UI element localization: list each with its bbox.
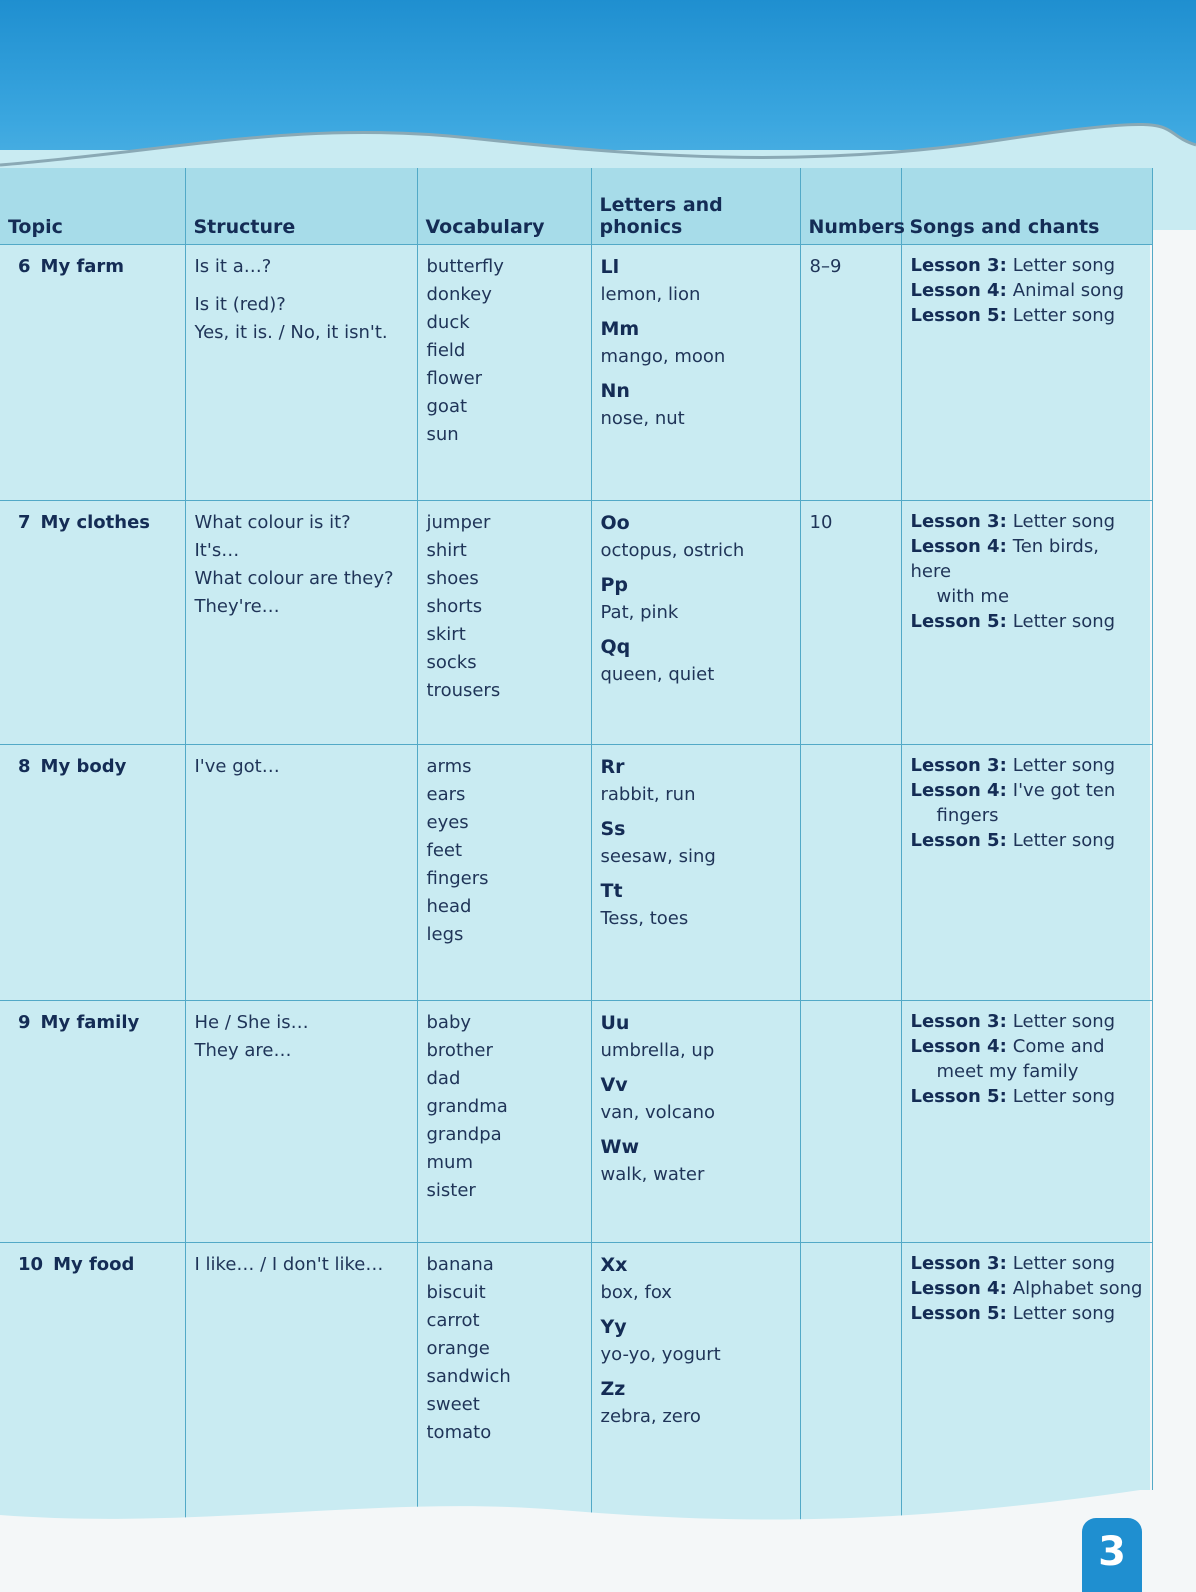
vocabulary-word: jumper bbox=[426, 512, 491, 533]
vocabulary-word: arms bbox=[426, 756, 472, 777]
song-entry bbox=[911, 1084, 1143, 1109]
vocabulary-word: baby bbox=[426, 1012, 472, 1033]
song-title-continued: fingers bbox=[936, 805, 999, 826]
song-title-continued: meet my family bbox=[936, 1061, 1079, 1082]
song-lesson: Lesson 3: bbox=[910, 255, 1007, 276]
structure-line: What colour are they? bbox=[194, 568, 394, 589]
song-lesson: Lesson 5: bbox=[910, 1303, 1007, 1324]
vocabulary-word: donkey bbox=[426, 284, 492, 305]
song-entry bbox=[911, 1034, 1143, 1084]
topic-cell bbox=[0, 745, 185, 1001]
topic-number: 10 bbox=[18, 1254, 44, 1275]
song-lesson: Lesson 5: bbox=[910, 1086, 1007, 1107]
phonics-letter: Rr bbox=[600, 756, 625, 778]
numbers-cell bbox=[800, 745, 901, 1001]
song-entry bbox=[911, 828, 1143, 853]
topic-number: 7 bbox=[18, 512, 31, 533]
song-title: Animal song bbox=[1012, 280, 1125, 301]
song-entry bbox=[911, 253, 1143, 278]
numbers-cell bbox=[800, 501, 901, 745]
vocabulary-word: ears bbox=[426, 784, 466, 805]
structure-line: He / She is… bbox=[194, 1012, 309, 1033]
phonics-words: zebra, zero bbox=[600, 1406, 701, 1427]
phonics-words: seesaw, sing bbox=[600, 846, 716, 867]
vocabulary-word: skirt bbox=[426, 624, 466, 645]
phonics-words: queen, quiet bbox=[600, 664, 715, 685]
phonics-letter: Tt bbox=[600, 880, 623, 902]
letters-cell bbox=[591, 745, 800, 1001]
phonics-words: Tess, toes bbox=[600, 908, 689, 929]
topic-cell bbox=[0, 501, 185, 745]
vocabulary-word: orange bbox=[426, 1338, 490, 1359]
letters-cell bbox=[591, 245, 800, 501]
vocabulary-word: brother bbox=[426, 1040, 493, 1061]
vocabulary-cell bbox=[417, 501, 591, 745]
vocabulary-word: butterfly bbox=[426, 256, 504, 277]
song-lesson: Lesson 3: bbox=[910, 1253, 1007, 1274]
vocabulary-word: sandwich bbox=[426, 1366, 511, 1387]
topic-title: My family bbox=[40, 1012, 140, 1033]
song-title: Letter song bbox=[1012, 1086, 1116, 1107]
song-entry bbox=[911, 753, 1143, 778]
phonics-letter: Ll bbox=[600, 256, 620, 278]
song-lesson: Lesson 3: bbox=[910, 511, 1007, 532]
song-entry bbox=[911, 303, 1143, 328]
numbers-value: 10 bbox=[809, 512, 833, 533]
song-title: Letter song bbox=[1012, 1303, 1116, 1324]
header-numbers: Numbers bbox=[800, 168, 901, 245]
phonics-words: walk, water bbox=[600, 1164, 705, 1185]
vocabulary-word: tomato bbox=[426, 1422, 492, 1443]
phonics-letter: Yy bbox=[600, 1316, 627, 1338]
phonics-letter: Mm bbox=[600, 318, 640, 340]
table-row bbox=[0, 745, 1152, 1001]
bottom-wave-decoration bbox=[0, 1490, 1196, 1592]
song-title: Letter song bbox=[1012, 830, 1116, 851]
vocabulary-word: duck bbox=[426, 312, 470, 333]
vocabulary-word: grandpa bbox=[426, 1124, 502, 1145]
song-title: Letter song bbox=[1012, 255, 1116, 276]
structure-cell bbox=[185, 245, 417, 501]
structure-line: I've got… bbox=[194, 756, 280, 777]
numbers-cell bbox=[800, 1001, 901, 1243]
vocabulary-word: field bbox=[426, 340, 466, 361]
vocabulary-word: socks bbox=[426, 652, 477, 673]
vocabulary-word: flower bbox=[426, 368, 483, 389]
songs-cell bbox=[901, 501, 1152, 745]
phonics-words: yo-yo, yogurt bbox=[600, 1344, 721, 1365]
song-lesson: Lesson 5: bbox=[910, 830, 1007, 851]
song-entry bbox=[911, 1301, 1143, 1326]
phonics-words: van, volcano bbox=[600, 1102, 716, 1123]
phonics-letter: Xx bbox=[600, 1254, 628, 1276]
structure-line: It's… bbox=[194, 540, 240, 561]
song-title: Letter song bbox=[1012, 511, 1116, 532]
song-entry bbox=[911, 534, 1143, 609]
phonics-letter: Zz bbox=[600, 1378, 626, 1400]
song-title: Ten birds, here bbox=[910, 536, 1099, 582]
song-title: Letter song bbox=[1012, 755, 1116, 776]
phonics-letter: Pp bbox=[600, 574, 629, 596]
topic-title: My food bbox=[53, 1254, 135, 1275]
song-title: I've got ten bbox=[1012, 780, 1116, 801]
table-header-row bbox=[0, 168, 1152, 245]
phonics-words: lemon, lion bbox=[600, 284, 701, 305]
song-lesson: Lesson 5: bbox=[910, 611, 1007, 632]
header-letters-phonics: Letters and phonics bbox=[591, 168, 800, 245]
header-songs-chants: Songs and chants bbox=[901, 168, 1152, 245]
song-lesson: Lesson 4: bbox=[910, 780, 1007, 801]
phonics-words: umbrella, up bbox=[600, 1040, 715, 1061]
phonics-letter: Ss bbox=[600, 818, 626, 840]
song-title: Letter song bbox=[1012, 305, 1116, 326]
vocabulary-word: shirt bbox=[426, 540, 467, 561]
song-title: Letter song bbox=[1012, 611, 1116, 632]
song-lesson: Lesson 3: bbox=[910, 1011, 1007, 1032]
song-entry bbox=[911, 609, 1143, 634]
numbers-cell bbox=[800, 245, 901, 501]
song-entry bbox=[911, 1251, 1143, 1276]
vocabulary-word: shorts bbox=[426, 596, 483, 617]
song-lesson: Lesson 4: bbox=[910, 1036, 1007, 1057]
vocabulary-word: banana bbox=[426, 1254, 494, 1275]
vocabulary-word: fingers bbox=[426, 868, 489, 889]
topic-title: My clothes bbox=[40, 512, 150, 533]
structure-cell bbox=[185, 745, 417, 1001]
topic-cell bbox=[0, 245, 185, 501]
phonics-words: mango, moon bbox=[600, 346, 726, 367]
topic-number: 6 bbox=[18, 256, 31, 277]
vocabulary-cell bbox=[417, 745, 591, 1001]
structure-line: Is it a…? bbox=[194, 256, 272, 277]
phonics-letter: Nn bbox=[600, 380, 630, 402]
vocabulary-word: carrot bbox=[426, 1310, 480, 1331]
structure-line: What colour is it? bbox=[194, 512, 351, 533]
song-title: Letter song bbox=[1012, 1253, 1116, 1274]
song-lesson: Lesson 3: bbox=[910, 755, 1007, 776]
syllabus-table bbox=[0, 168, 1153, 1543]
song-title: Letter song bbox=[1012, 1011, 1116, 1032]
vocabulary-word: trousers bbox=[426, 680, 501, 701]
phonics-letter: Ww bbox=[600, 1136, 640, 1158]
song-title: Alphabet song bbox=[1012, 1278, 1143, 1299]
structure-cell bbox=[185, 501, 417, 745]
phonics-words: box, fox bbox=[600, 1282, 672, 1303]
vocabulary-word: goat bbox=[426, 396, 468, 417]
song-entry bbox=[911, 278, 1143, 303]
topic-title: My body bbox=[40, 756, 127, 777]
structure-cell bbox=[185, 1001, 417, 1243]
header-topic: Topic bbox=[0, 168, 185, 245]
phonics-letter: Qq bbox=[600, 636, 631, 658]
song-lesson: Lesson 5: bbox=[910, 305, 1007, 326]
vocabulary-word: biscuit bbox=[426, 1282, 486, 1303]
structure-line: They're… bbox=[194, 596, 280, 617]
vocabulary-word: legs bbox=[426, 924, 464, 945]
topic-title: My farm bbox=[40, 256, 125, 277]
song-entry bbox=[911, 1009, 1143, 1034]
phonics-letter: Oo bbox=[600, 512, 630, 534]
numbers-value: 8–9 bbox=[809, 256, 842, 277]
topic-number: 8 bbox=[18, 756, 31, 777]
table-row bbox=[0, 501, 1152, 745]
songs-cell bbox=[901, 1001, 1152, 1243]
letters-cell bbox=[591, 501, 800, 745]
phonics-words: rabbit, run bbox=[600, 784, 696, 805]
phonics-words: nose, nut bbox=[600, 408, 685, 429]
phonics-words: octopus, ostrich bbox=[600, 540, 745, 561]
vocabulary-cell bbox=[417, 1001, 591, 1243]
structure-line: I like… / I don't like… bbox=[194, 1254, 384, 1275]
song-entry bbox=[911, 778, 1143, 828]
page-number: 3 bbox=[1082, 1518, 1142, 1592]
song-entry bbox=[911, 1276, 1143, 1301]
song-title-continued: with me bbox=[936, 586, 1010, 607]
song-lesson: Lesson 4: bbox=[910, 280, 1007, 301]
header-structure: Structure bbox=[185, 168, 417, 245]
phonics-letter: Uu bbox=[600, 1012, 630, 1034]
vocabulary-word: feet bbox=[426, 840, 463, 861]
song-entry bbox=[911, 509, 1143, 534]
vocabulary-word: shoes bbox=[426, 568, 479, 589]
song-lesson: Lesson 4: bbox=[910, 1278, 1007, 1299]
table-row bbox=[0, 245, 1152, 501]
vocabulary-word: eyes bbox=[426, 812, 469, 833]
vocabulary-word: mum bbox=[426, 1152, 473, 1173]
header-vocabulary: Vocabulary bbox=[417, 168, 591, 245]
vocabulary-word: sun bbox=[426, 424, 459, 445]
vocabulary-cell bbox=[417, 245, 591, 501]
phonics-words: Pat, pink bbox=[600, 602, 679, 623]
structure-line: They are… bbox=[194, 1040, 292, 1061]
song-title: Come and bbox=[1012, 1036, 1105, 1057]
structure-line: Yes, it is. / No, it isn't. bbox=[194, 322, 388, 343]
structure-line: Is it (red)? bbox=[194, 294, 286, 315]
vocabulary-word: sister bbox=[426, 1180, 476, 1201]
topic-number: 9 bbox=[18, 1012, 31, 1033]
songs-cell bbox=[901, 745, 1152, 1001]
songs-cell bbox=[901, 245, 1152, 501]
vocabulary-word: head bbox=[426, 896, 472, 917]
vocabulary-word: sweet bbox=[426, 1394, 480, 1415]
table-row bbox=[0, 1001, 1152, 1243]
phonics-letter: Vv bbox=[600, 1074, 628, 1096]
letters-cell bbox=[591, 1001, 800, 1243]
song-lesson: Lesson 4: bbox=[910, 536, 1007, 557]
vocabulary-word: dad bbox=[426, 1068, 461, 1089]
vocabulary-word: grandma bbox=[426, 1096, 508, 1117]
topic-cell bbox=[0, 1001, 185, 1243]
